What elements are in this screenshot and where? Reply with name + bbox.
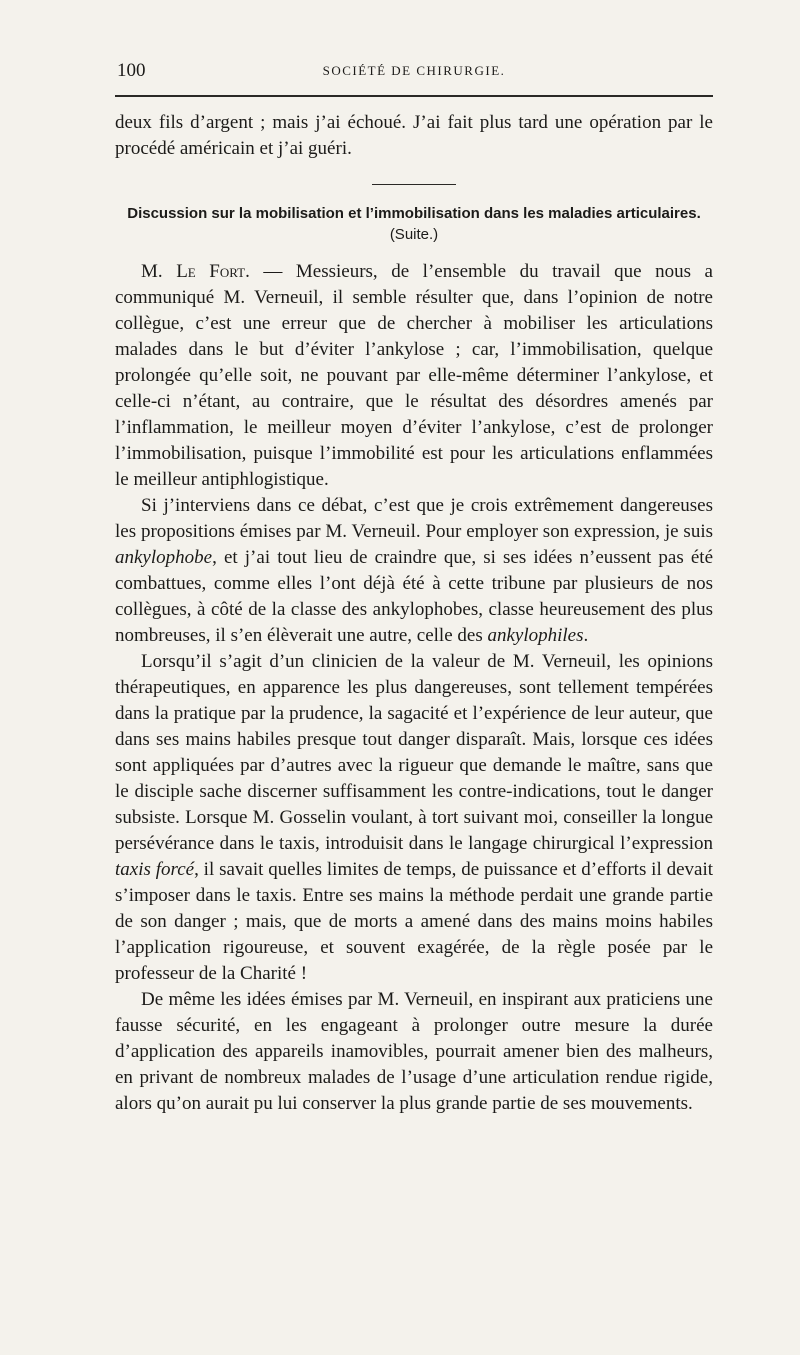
paragraph-1-text: . — Messieurs, de l’ensemble du travail que nous a communiqué M. Verneuil, il semble résulter que, dans l’opinion de notre collègue, c’est une erreur que de chercher à mobiliser les articulations malades dans le but d’éviter l’ankylose ; car, l’immobilisation, quelque prolongée qu’elle soit, ne pouvant par elle-même déterminer l’ankylose, et celle-ci n’étant, au contraire, que le résultat des désordres amenés par l’inflammation, le meilleur moyen d’éviter l’ankylose, c’est de prolonger l’immobilisation, puisque l’immobilité est pour les articulations enflammées le meilleur antiphlogistique. bbox=[115, 261, 713, 490]
speaker-prefix: M. bbox=[141, 261, 177, 282]
section-heading-suffix: (Suite.) bbox=[389, 226, 439, 243]
paragraph-2 bbox=[115, 493, 713, 649]
paragraph-3-before: Lorsqu’il s’agit d’un clinicien de la valeur de M. Verneuil, les opinions thérapeutiques, en apparence les plus dangereuses, sont tellement tempérées dans la pratique par la prudence, la sagacité et l’expérience de leur auteur, que dans ses mains habiles presque tout danger disparaît. Mais, lorsque ces idées sont appliquées par d’autres avec la rigueur que demande le maître, sans que le disciple sache discerner suffisamment les contre-indications, tout le danger subsiste. Lorsque M. Gosselin voulant, à tort suivant moi, conseiller la longue persévérance dans le taxis, introduisit dans le langage chirurgical l’expression bbox=[115, 651, 713, 854]
running-title: SOCIÉTÉ DE CHIRURGIE. bbox=[322, 63, 506, 78]
term-ankylophiles: ankylophiles bbox=[487, 625, 584, 646]
body-text bbox=[115, 110, 713, 1117]
intro-paragraph: deux fils d’argent ; mais j’ai échoué. J’ai fait plus tard une opération par le procédé américain et j’ai guéri. bbox=[115, 112, 713, 159]
section-heading bbox=[115, 203, 713, 245]
section-heading-text: Discussion sur la mobilisation et l’immobilisation dans les maladies articulaires. bbox=[127, 205, 701, 222]
paragraph-2-end: . bbox=[583, 625, 589, 646]
paragraph-4: De même les idées émises par M. Verneuil, en inspirant aux praticiens une fausse sécurité, en les engageant à prolonger outre mesure la durée d’application des appareils inamovibles, pourrait amener bien des malheurs, en privant de nombreux malades de l’usage d’une articulation rendue rigide, alors qu’on aurait pu lui conserver la plus grande partie de ses mouvements. bbox=[115, 989, 713, 1114]
page-header bbox=[115, 60, 713, 86]
paragraph-2-middle: , et j’ai tout lieu de craindre que, si ses idées n’eussent pas été combattues, comme elles l’ont déjà été à cette tribune par plusieurs de nos collègues, à côté de la classe des ankylophobes, classe heureusement des plus nombreuses, il s’en élèverait une autre, celle des bbox=[115, 547, 713, 646]
speaker-name: Le Fort bbox=[176, 261, 246, 282]
header-rule bbox=[115, 95, 713, 97]
paragraph-3 bbox=[115, 649, 713, 987]
term-taxis-force: taxis forcé bbox=[115, 859, 195, 880]
paragraph-1 bbox=[115, 259, 713, 493]
separator-rule bbox=[372, 184, 456, 185]
page-number: 100 bbox=[117, 60, 146, 81]
paragraph-3-after: , il savait quelles limites de temps, de puissance et d’efforts il devait s’imposer dans le taxis. Entre ses mains la méthode perdait une grande partie de son danger ; mais, que de morts a amené dans des mains moins habiles l’application rigoureuse, et souvent exagérée, de la règle posée par le professeur de la Charité ! bbox=[115, 859, 714, 984]
paragraph-2-before: Si j’interviens dans ce débat, c’est que je crois extrêmement dangereuses les propositions émises par M. Verneuil. Pour employer son expression, je suis bbox=[115, 495, 713, 542]
term-ankylophobe: ankylophobe bbox=[115, 547, 213, 568]
